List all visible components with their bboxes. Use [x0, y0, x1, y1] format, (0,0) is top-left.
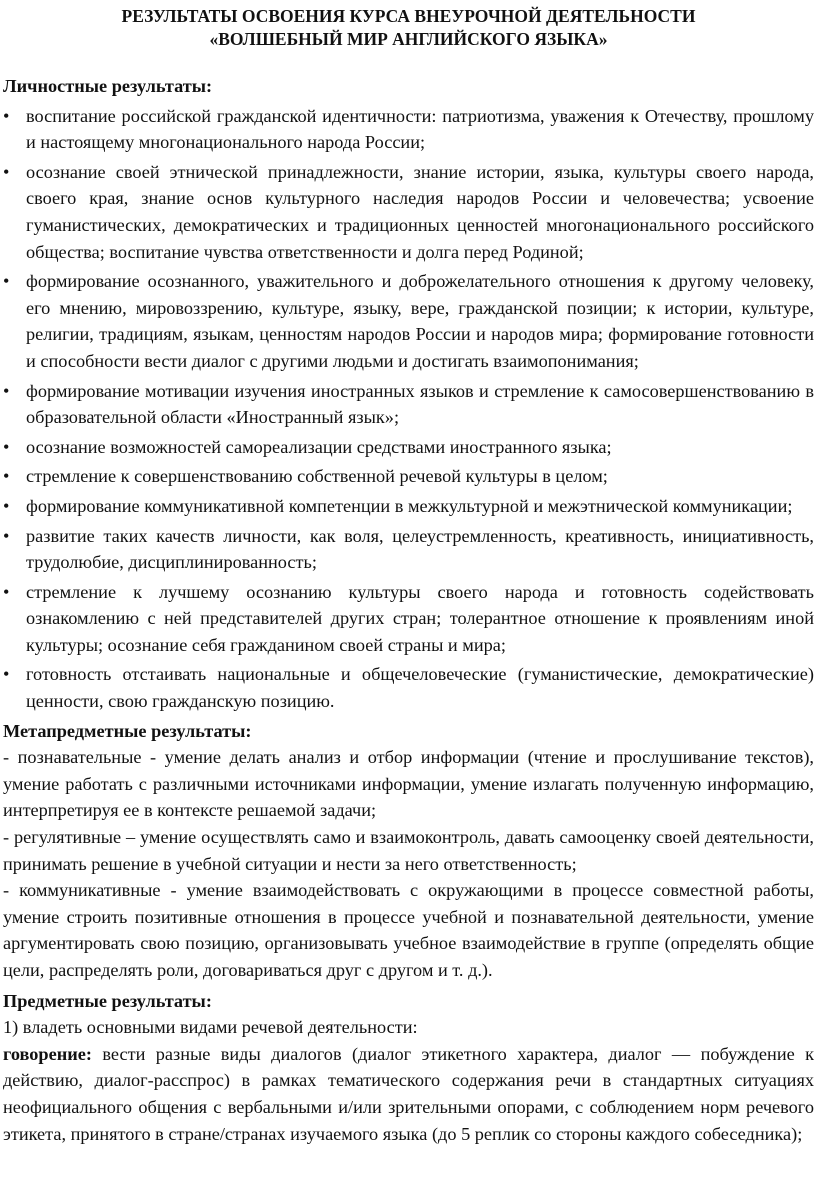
subject-results-heading: Предметные результаты: — [3, 990, 212, 1011]
list-item — [3, 378, 814, 431]
list-item — [3, 103, 814, 156]
list-item-text: воспитание российской гражданской идентичности: патриотизма, уважения к Отечеству, прошлому и настоящему многонационального народа России; — [26, 105, 814, 153]
speaking-label: говорение: — [3, 1043, 92, 1064]
personal-results-list — [3, 103, 814, 715]
list-item-text: формирование осознанного, уважительного и доброжелательного отношения к другому человеку, его мнению, мировоззрению, культуре, языку, вере, гражданской позиции; к истории, культуре, религии, традициям, языкам, ценностям народов России и народов мира; формирование готовности и способности вести диалог с другими людьми и достигать взаимопонимания; — [26, 271, 814, 371]
list-item-text: стремление к совершенствованию собственной речевой культуры в целом; — [26, 466, 608, 487]
meta-regulatory-paragraph: - регулятивные – умение осуществлять само и взаимоконтроль, давать самооценку своей деятельности, принимать решение в учебной ситуации и нести за него ответственность; — [3, 827, 814, 874]
bullet-icon: • — [3, 436, 10, 457]
speaking-text: вести разные виды диалогов (диалог этикетного характера, диалог — побуждение к действию, диалог-расспрос) в рамках тематического содержания речи в стандартных ситуациях неофициального общения с вербальными и/или зрительными опорами, с соблюдением норм речевого этикета, принятого в стране/странах изучаемого языка (до 5 реплик со стороны каждого собеседника); — [3, 1043, 814, 1144]
document-title — [3, 0, 814, 50]
bullet-icon: • — [3, 380, 10, 401]
list-item — [3, 523, 814, 576]
list-item — [3, 268, 814, 374]
list-item-text: стремление к лучшему осознанию культуры своего народа и готовность содействовать ознакомлению с ней представителей других стран; толерантное отношение к проявлениям иной культуры; осознание себя гражданином своей страны и мира; — [26, 581, 814, 655]
bullet-icon: • — [3, 105, 10, 126]
bullet-icon: • — [3, 664, 10, 685]
meta-communicative-paragraph: - коммуникативные - умение взаимодействовать с окружающими в процессе совместной работы, умение строить позитивные отношения в процессе учебной и познавательной деятельности, умение аргументировать свою позицию, организовывать учебное взаимодействие в группе (определять общие цели, распределять роли, договариваться друг с другом и т. д.). — [3, 880, 814, 980]
list-item — [3, 434, 814, 461]
title-line-2: «ВОЛШЕБНЫЙ МИР АНГЛИЙСКОГО ЯЗЫКА» — [209, 28, 608, 49]
list-item — [3, 463, 814, 490]
title-line-1: РЕЗУЛЬТАТЫ ОСВОЕНИЯ КУРСА ВНЕУРОЧНОЙ ДЕЯТЕЛЬНОСТИ — [121, 6, 696, 26]
list-item — [3, 661, 814, 714]
bullet-icon: • — [3, 161, 10, 182]
personal-results-heading: Личностные результаты: — [3, 76, 213, 96]
bullet-icon: • — [3, 466, 10, 487]
list-item-text: развитие таких качеств личности, как воля, целеустремленность, креативность, инициативность, трудолюбие, дисциплинированность; — [26, 525, 814, 573]
bullet-icon: • — [3, 495, 10, 516]
bullet-icon: • — [3, 271, 10, 292]
bullet-icon: • — [3, 581, 10, 602]
meta-results-heading: Метапредметные результаты: — [3, 720, 252, 741]
list-item — [3, 493, 814, 520]
list-item — [3, 159, 814, 265]
list-item-text: формирование мотивации изучения иностранных языков и стремление к самосовершенствованию в образовательной области «Иностранный язык»; — [26, 380, 814, 428]
list-item-text: осознание возможностей самореализации средствами иностранного языка; — [26, 436, 612, 457]
meta-cognitive-paragraph: - познавательные - умение делать анализ и отбор информации (чтение и прослушивание текстов), умение работать с различными источниками информации, умение излагать полученную информацию, интерпретируя ее в контексте решаемой задачи; — [3, 747, 814, 821]
subject-intro: 1) владеть основными видами речевой деятельности: — [3, 1017, 418, 1038]
list-item-text: формирование коммуникативной компетенции в межкультурной и межэтнической коммуникации; — [26, 495, 793, 516]
list-item-text: осознание своей этнической принадлежности, знание истории, языка, культуры своего народа, своего края, знание основ культурного наследия народов России и человечества; усвоение гуманистических, демократических и традиционных ценностей многонационального российского общества; воспитание чувства ответственности и долга перед Родиной; — [26, 161, 814, 262]
bullet-icon: • — [3, 525, 10, 546]
list-item — [3, 579, 814, 659]
speaking-paragraph — [3, 1041, 814, 1147]
list-item-text: готовность отстаивать национальные и общечеловеческие (гуманистические, демократические) ценности, свою гражданскую позицию. — [26, 664, 814, 712]
